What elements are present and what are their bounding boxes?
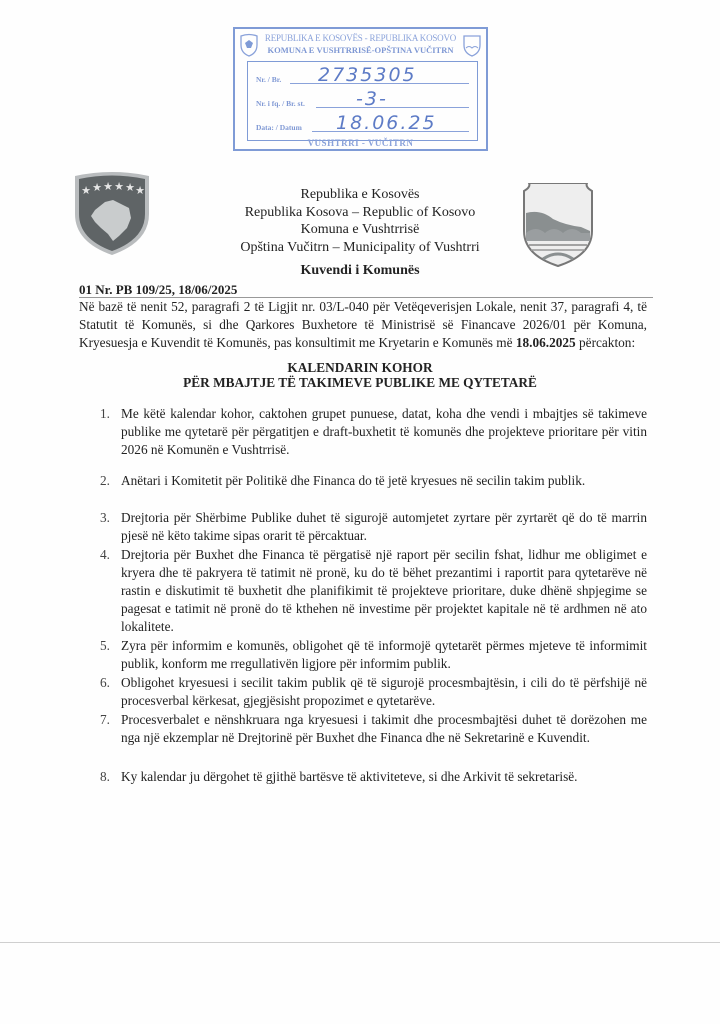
list-item [97,768,647,786]
list-item-number: 4. [100,547,110,562]
intro-text-before: Në bazë të nenit 52, paragrafi 2 të Ligjit nr. 03/L-040 për Vetëqeverisjen Lokale, nenit 37, paragrafi 4, të Statutit të Komunës, si dhe Qarkores Buxhetore të Ministrisë së Financave 2026/01 për Komuna, Kryesuesja e Kuvendit të Komunës, pas konsultimit me Kryetarin e Komunës më [79,299,647,350]
intro-date: 18.06.2025 [515,335,576,350]
stamp-number-value: 2735305 [318,64,417,86]
header-municipality-sr-en: Opština Vučitrn – Municipality of Vushtrri [240,240,480,255]
list-item-text: Procesverbalet e nënshkruara nga kryesuesi i takimit dhe procesmbajtësi duhet të dorëzohen me nga një ekzemplar në Drejtorinë për Buxhet dhe Financa dhe në Sekretarinë e Kuvendit. [121,712,647,745]
list-item-text: Drejtoria për Shërbime Publike duhet të sigurojë automjetet zyrtare për zyrtarët që do të marrin pjesë në këto takime sipas orarit të përcaktuar. [121,510,647,543]
list-item [97,405,647,459]
vushtrri-coat-of-arms-icon [521,183,595,267]
list-item-number: 6. [100,675,110,690]
svg-text:★: ★ [114,180,124,193]
intro-paragraph [79,298,647,352]
stamp-header [235,31,486,61]
stamp-line-1: REPUBLIKA E KOSOVËS - REPUBLIKA KOSOVO [264,33,457,43]
svg-text:★: ★ [103,180,113,193]
list-item-text: Drejtoria për Buxhet dhe Financa të përgatisë një raport për secilin fshat, lidhur me obligimet e kryera dhe të pakryera të tatimit në pronë, ku do të bëhet prezantimi i raportit para qytetarëve në rastin e diskutimit të buxhetit dhe planifikimit të projekteve prioritare, duke dhënë shpjegime se pagesat e tatimit në pronë do të kthehen në investime për projektet kapitale në të ardhmen në ato lokalitete. [121,547,647,634]
intro-text-after: përcakton: [575,335,636,350]
list-item [97,509,647,545]
list-item-text: Ky kalendar ju dërgohet të gjithë bartësve të aktiviteteve, si dhe Arkivit të sekretarisë. [121,769,578,784]
header-republic-al: Republika e Kosovës [300,187,420,202]
svg-text:★: ★ [81,184,91,197]
list-item-number: 2. [100,473,110,488]
stamp-line-2: KOMUNA E VUSHTRRISË-OPŠTINA VUČITRN [267,45,454,55]
list-item [97,711,647,747]
stamp-footer: VUSHTRRI - VUČITRN [307,138,414,148]
header-municipality-al: Komuna e Vushtrrisë [300,222,420,237]
stamp-date-label: Data: / Datum [256,123,302,132]
list-item-number: 5. [100,638,110,653]
list-item [97,637,647,673]
list-item-number: 7. [100,712,110,727]
list-item-text: Obligohet kryesuesi i secilit takim publik që të sigurojë procesmbajtësin, i cili do të përfshijë në procesverbal kërkesat, gjegjësisht propozimet e qytetarëve. [121,675,647,708]
document-title-line-1: KALENDARIN KOHOR [287,360,433,375]
stamp-sheets-row [256,88,469,110]
list-item [97,546,647,636]
stamp-date-value: 18.06.25 [336,112,437,134]
stamp-sheets-label: Nr. i fq. / Br. st. [256,99,305,108]
stamp-fields [247,61,478,141]
list-item-text: Anëtari i Komitetit për Politikë dhe Financa do të jetë kryesues në secilin takim publik. [121,473,586,488]
kosovo-emblem-icon [239,33,259,57]
stamp-sheets-value: -3- [356,88,388,110]
stamp-number-row [256,64,469,86]
stamp-number-label: Nr. / Br. [256,75,282,84]
document-title-line-2: PËR MBAJTJE TË TAKIMEVE PUBLIKE ME QYTETARË [183,375,537,390]
svg-text:★: ★ [92,181,102,194]
list-item-text: Zyra për informim e komunës, obligohet që të informojë qytetarët përmes mjeteve të informimit publik, konform me rregullativën ligjore për informim publik. [121,638,647,671]
list-item-number: 8. [100,769,110,784]
list-item-number: 3. [100,510,110,525]
header-republic-sr-en: Republika Kosova – Republic of Kosovo [244,205,476,220]
list-item [97,674,647,710]
assembly-title: Kuvendi i Komunës [300,263,420,278]
svg-text:★: ★ [135,184,145,197]
list-item-text: Me këtë kalendar kohor, caktohen grupet punuese, datat, koha dhe vendi i mbajtjes së takimeve publike me qytetarë për përgatitjen e draft-buxhetit të komunës dhe projekteve prioritare për vitin 2026 në Komunën e Vushtrrisë. [121,406,647,457]
page-bottom-divider [0,942,720,943]
stamp-date-row [256,112,469,134]
vushtrri-emblem-icon [462,33,482,57]
list-item-number: 1. [100,406,110,421]
list-item [97,472,647,490]
registration-stamp [233,27,488,151]
svg-text:★: ★ [125,181,135,194]
reference-number: 01 Nr. PB 109/25, 18/06/2025 [79,282,238,297]
stamp-sheets-rule [316,107,469,108]
